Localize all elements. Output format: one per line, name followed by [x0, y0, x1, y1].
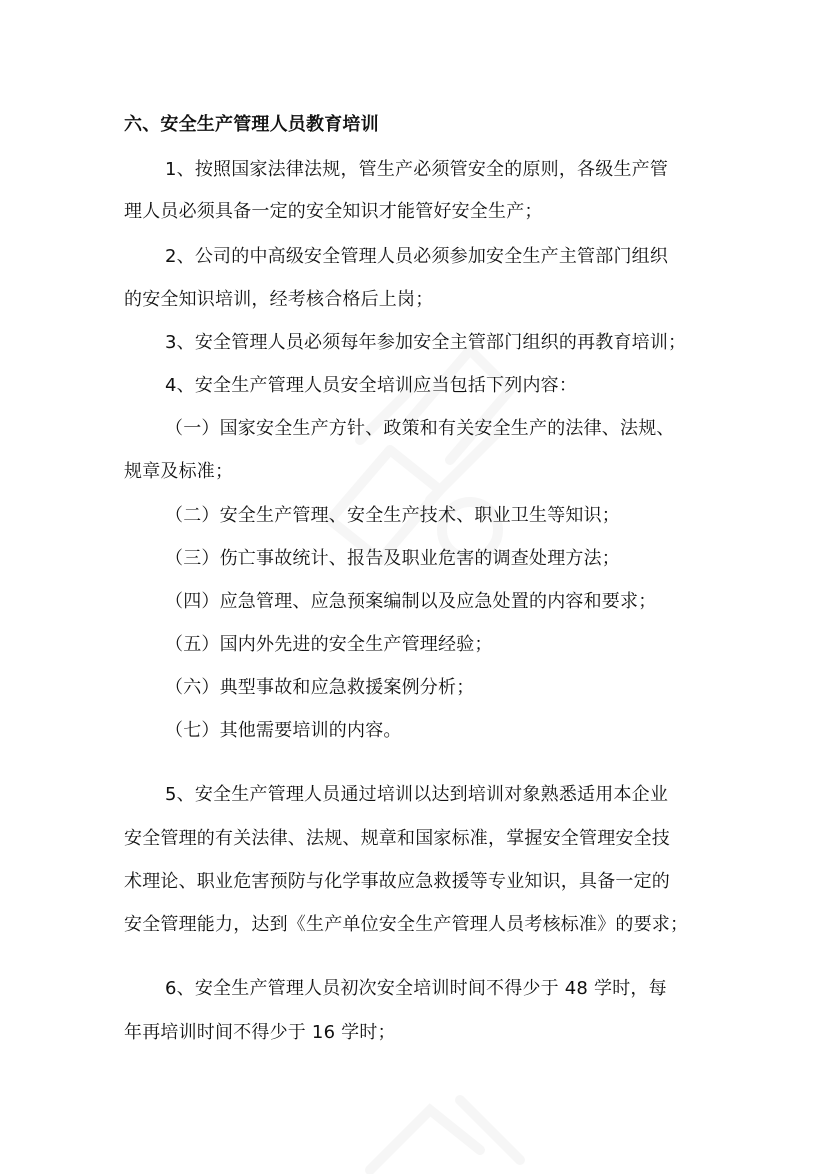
paragraph-6-line-2: 年再培训时间不得少于 16 学时；: [124, 1022, 396, 1043]
paragraph-5-line-1: 5、安全生产管理人员通过培训以达到培训对象熟悉适用本企业: [165, 784, 669, 805]
watermark-icon: [350, 1080, 550, 1174]
section-heading: 六、安全生产管理人员教育培训: [124, 114, 379, 135]
paragraph-5-line-4: 安全管理能力，达到《生产单位安全生产管理人员考核标准》的要求；: [124, 914, 689, 935]
list-item-5: （五）国内外先进的安全生产管理经验；: [165, 634, 493, 655]
paragraph-2-line-2: 的安全知识培训，经考核合格后上岗；: [124, 289, 434, 310]
paragraph-2-line-1: 2、公司的中高级安全管理人员必须参加安全生产主管部门组织: [165, 246, 669, 267]
paragraph-1-line-1: 1、按照国家法律法规，管生产必须管安全的原则，各级生产管: [165, 159, 669, 180]
list-item-1-line-1: （一）国家安全生产方针、政策和有关安全生产的法律、法规、: [165, 418, 675, 439]
list-item-3: （三）伤亡事故统计、报告及职业危害的调查处理方法；: [165, 548, 620, 569]
paragraph-3-line-1: 3、安全管理人员必须每年参加安全主管部门组织的再教育培训；: [165, 332, 687, 353]
paragraph-4-line-1: 4、安全生产管理人员安全培训应当包括下列内容：: [165, 375, 578, 396]
list-item-2: （二）安全生产管理、安全生产技术、职业卫生等知识；: [165, 505, 620, 526]
list-item-1-line-2: 规章及标准；: [124, 461, 234, 482]
list-item-6: （六）典型事故和应急救援案例分析；: [165, 677, 475, 698]
paragraph-1-line-2: 理人员必须具备一定的安全知识才能管好安全生产；: [124, 201, 543, 222]
list-item-4: （四）应急管理、应急预案编制以及应急处置的内容和要求；: [165, 591, 657, 612]
paragraph-6-line-1: 6、安全生产管理人员初次安全培训时间不得少于 48 学时，每: [165, 978, 667, 999]
paragraph-5-line-2: 安全管理的有关法律、法规、规章和国家标准，掌握安全管理安全技: [124, 828, 670, 849]
list-item-7: （七）其他需要培训的内容。: [165, 720, 402, 741]
paragraph-5-line-3: 术理论、职业危害预防与化学事故应急救援等专业知识，具备一定的: [124, 871, 670, 892]
